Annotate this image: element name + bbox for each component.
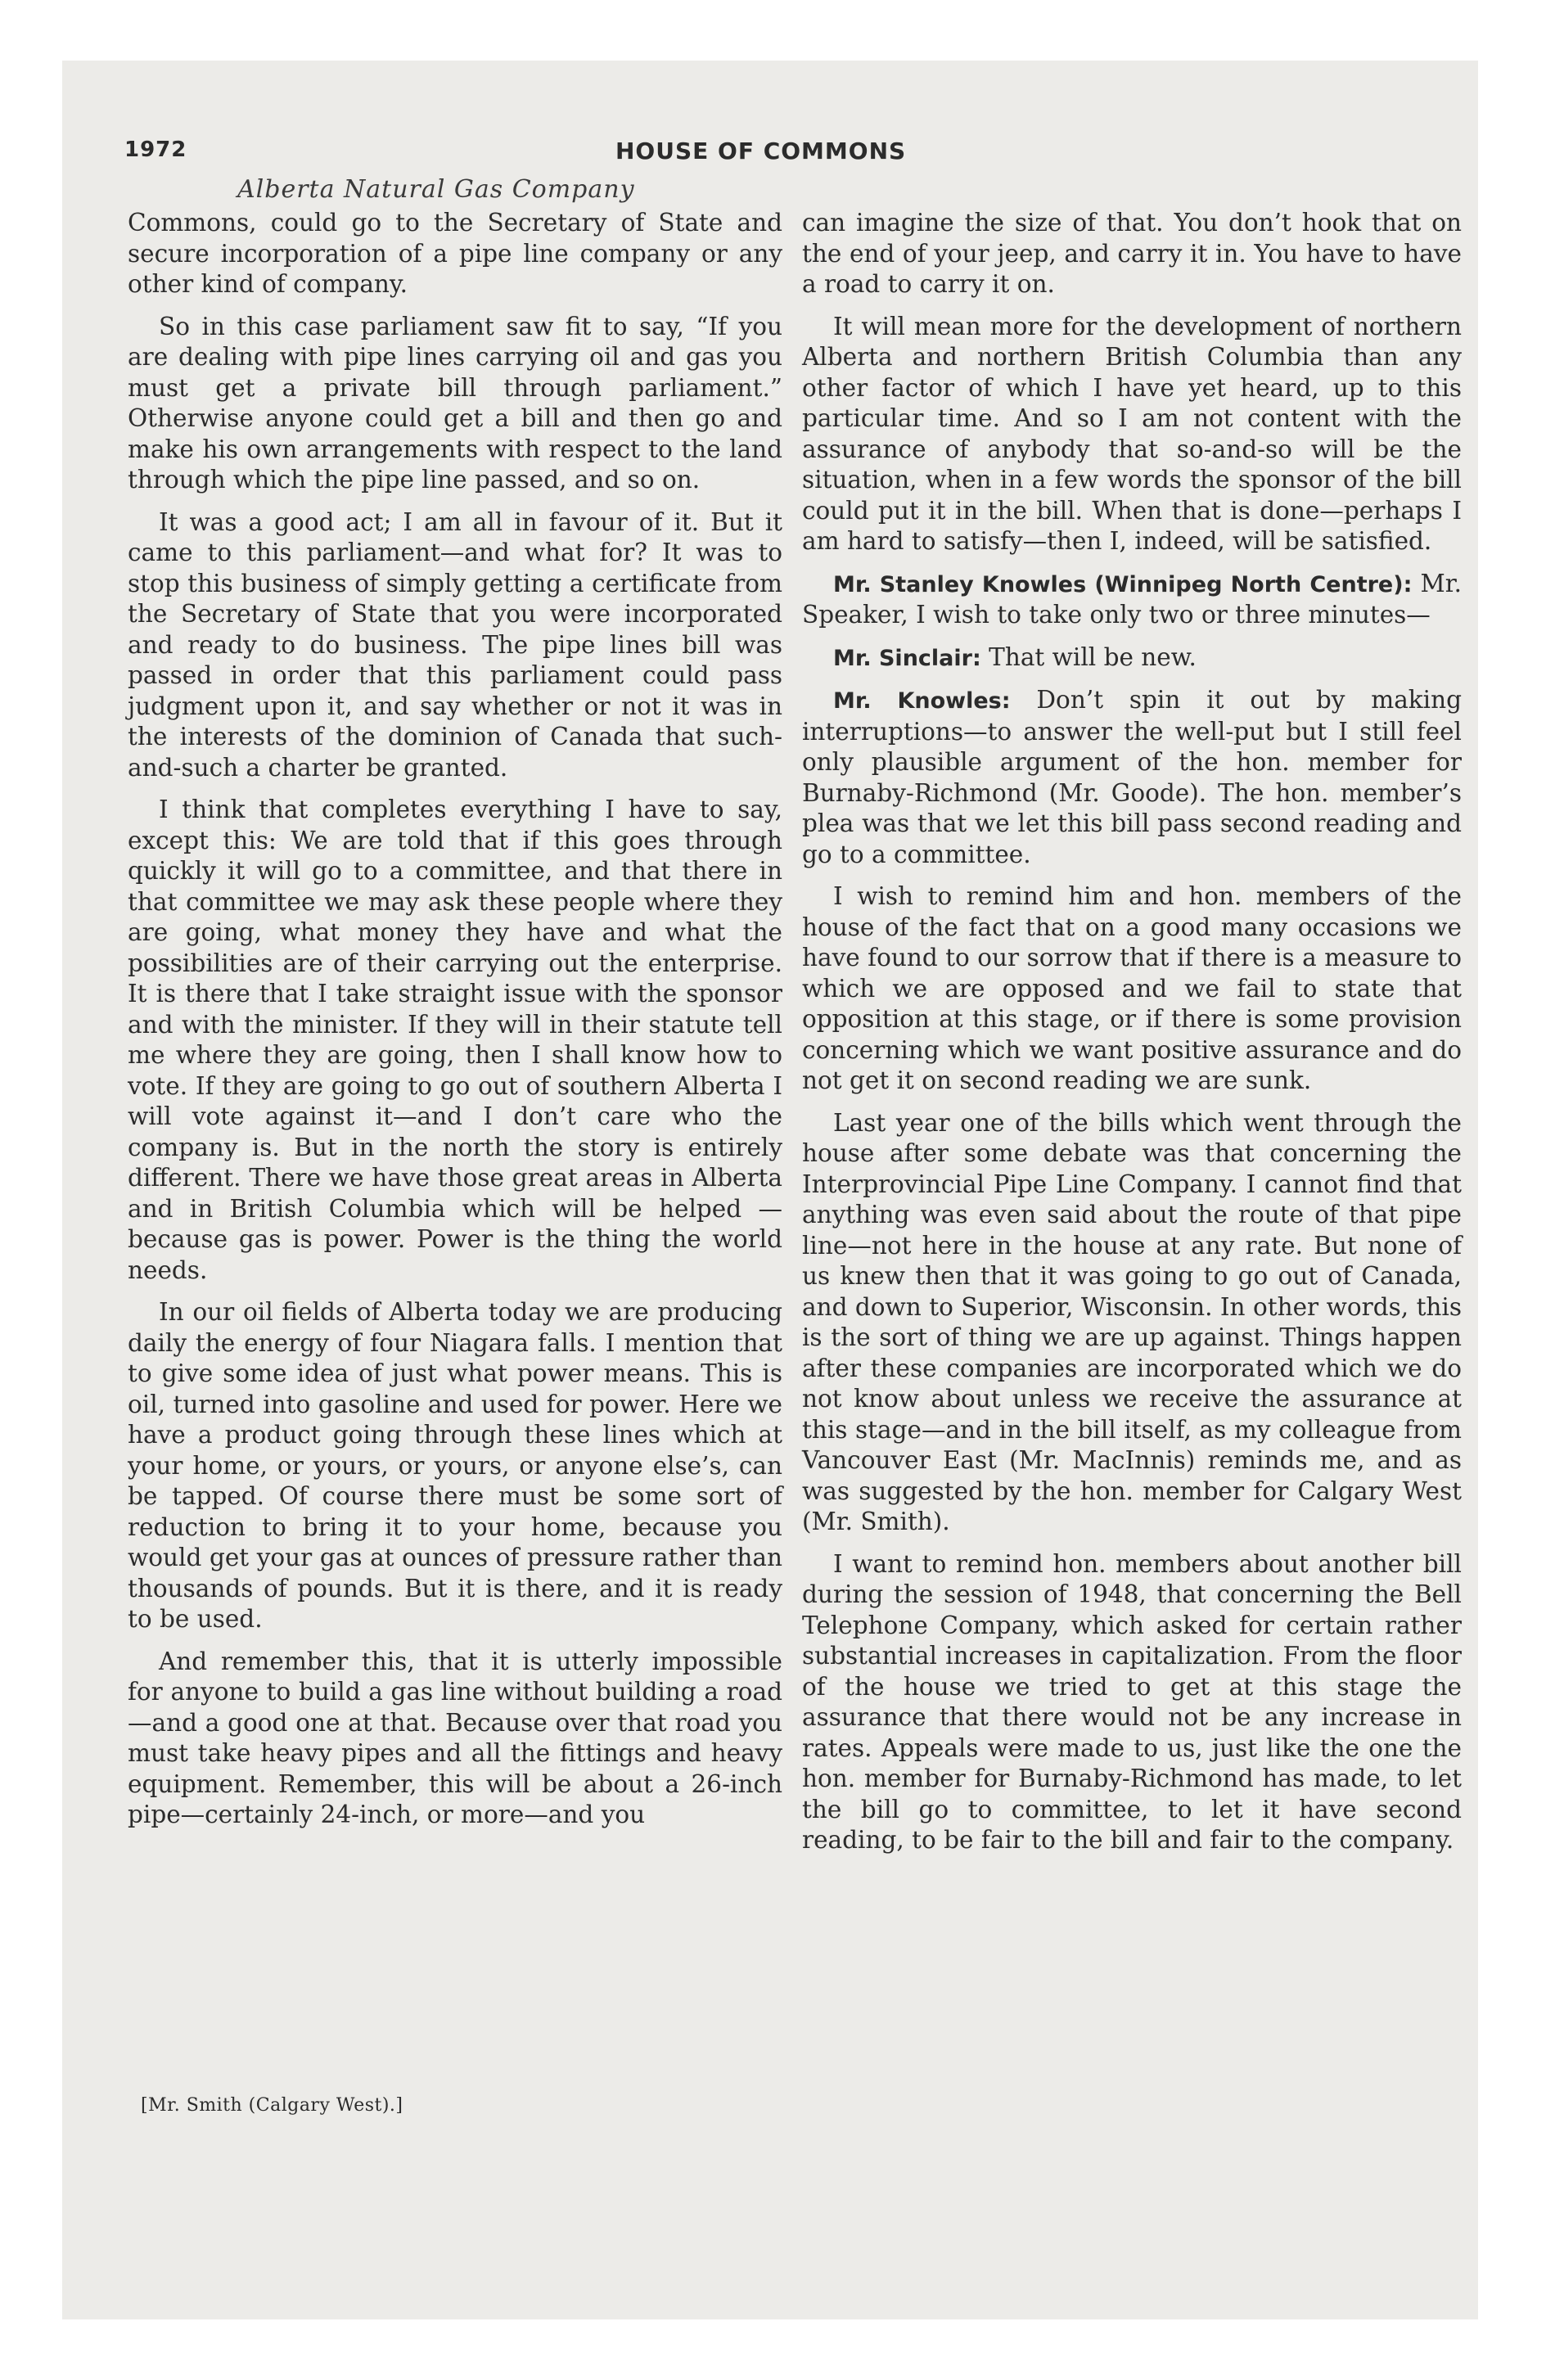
paragraph: So in this case parliament saw fit to say, “If you are dealing with pipe lines carrying oil and gas you must get a private bill through parliament.” Otherwise anyone could get a bill and then go and make his own arrangements with respect to the land through which the pipe line passed, and so on. bbox=[128, 312, 782, 494]
paragraph: Commons, could go to the Secretary of State and secure incorporation of a pipe line company or any other kind of company. bbox=[128, 209, 782, 298]
right-column bbox=[802, 208, 1462, 1868]
section-subheading: Alberta Natural Gas Company bbox=[237, 175, 635, 204]
paragraph: It was a good act; I am all in favour of it. But it came to this parliament—and what for? It was to stop this business of simply getting a certificate from the Secretary of State that you were incorporated and ready to do business. The pipe lines bill was passed in order that this parliament could pass judgment upon it, and say whether or not it was in the interests of the dominion of Canada that such-and-such a charter be granted. bbox=[128, 507, 782, 782]
speech-text: Don’t spin it out by making interruptions—to answer the well-put but I still feel only plausible argument of the hon. member for Burnaby-Richmond (Mr. Goode). The hon. member’s plea was that we let this bill pass second reading and go to a committee. bbox=[802, 686, 1462, 868]
left-column bbox=[128, 208, 782, 1842]
speech-paragraph bbox=[802, 569, 1462, 631]
paragraph: It will mean more for the development of northern Alberta and northern British Columbia than any other factor of which I have yet heard, up to this particular time. And so I am not content with the assurance of anybody that so-and-so will be the situation, when in a few words the sponsor of the bill could put it in the bill. When that is done—perhaps I am hard to satisfy—then I, indeed, will be satisfied. bbox=[802, 312, 1462, 555]
paragraph: I think that completes everything I have to say, except this: We are told that if this goes through quickly it will go to a committee, and that there in that committee we may ask these people where they are going, what money they have and what the possibilities are of their carrying out the enterprise. It is there that I take straight issue with the sponsor and with the minister. If they will in their statute tell me where they are going, then I shall know how to vote. If they are going to go out of southern Alberta I will vote against it—and I don’t care who the company is. But in the north the story is entirely different. There we have those great areas in Alberta and in British Columbia which will be helped —because gas is power. Power is the thing the world needs. bbox=[128, 796, 782, 1284]
paragraph: Last year one of the bills which went through the house after some debate was that concerning the Interprovincial Pipe Line Company. I cannot find that anything was even said about the route of that pipe line—not here in the house at any rate. But none of us knew then that it was going to go out of Canada, and down to Superior, Wisconsin. In other words, this is the sort of thing we are up against. Things happen after these companies are incorporated which we do not know about unless we receive the assurance at this stage—and in the bill itself, as my colleague from Vancouver East (Mr. MacInnis) reminds me, and as was suggested by the hon. member for Calgary West (Mr. Smith). bbox=[802, 1108, 1462, 1535]
page-header bbox=[124, 137, 1426, 170]
paragraph: can imagine the size of that. You don’t hook that on the end of your jeep, and carry it in. You have to have a road to carry it on. bbox=[802, 209, 1462, 298]
paragraph: I want to remind hon. members about another bill during the session of 1948, that concerning the Bell Telephone Company, which asked for certain rather substantial increases in capitalization. From the floor of the house we tried to get at this stage the assurance that there would not be any increase in rates. Appeals were made to us, just like the one the hon. member for Burnaby-Richmond has made, to let the bill go to committee, to let it have second reading, to be fair to the bill and fair to the company. bbox=[802, 1549, 1462, 1854]
paragraph: And remember this, that it is utterly impossible for anyone to build a gas line without building a road—and a good one at that. Because over that road you must take heavy pipes and all the fittings and heavy equipment. Remember, this will be about a 26-inch pipe—certainly 24-inch, or more—and you bbox=[128, 1647, 782, 1828]
speaker-footnote: [Mr. Smith (Calgary West).] bbox=[141, 2095, 403, 2116]
speaker-name: Mr. Knowles: bbox=[833, 688, 1011, 714]
speech-paragraph bbox=[802, 685, 1462, 870]
page-number: 1972 bbox=[124, 137, 187, 162]
running-title: HOUSE OF COMMONS bbox=[615, 137, 907, 165]
speech-text: That will be new. bbox=[989, 642, 1197, 671]
speech-text: Mr. Speaker, I wish to take only two or three minutes— bbox=[802, 569, 1462, 629]
speaker-name: Mr. Stanley Knowles (Winnipeg North Centre): bbox=[833, 571, 1413, 597]
speech-paragraph bbox=[802, 642, 1462, 674]
speaker-name: Mr. Sinclair: bbox=[833, 645, 981, 671]
paragraph: I wish to remind him and hon. members of the house of the fact that on a good many occasions we have found to our sorrow that if there is a measure to which we are opposed and we fail to state that opposition at this stage, or if there is some provision concerning which we want positive assurance and do not get it on second reading we are sunk. bbox=[802, 882, 1462, 1094]
paragraph: In our oil fields of Alberta today we are producing daily the energy of four Niagara falls. I mention that to give some idea of just what power means. This is oil, turned into gasoline and used for power. Here we have a product going through these lines which at your home, or yours, or yours, or anyone else’s, can be tapped. Of course there must be some sort of reduction to bring it to your home, because you would get your gas at ounces of pressure rather than thousands of pounds. But it is there, and it is ready to be used. bbox=[128, 1298, 782, 1633]
